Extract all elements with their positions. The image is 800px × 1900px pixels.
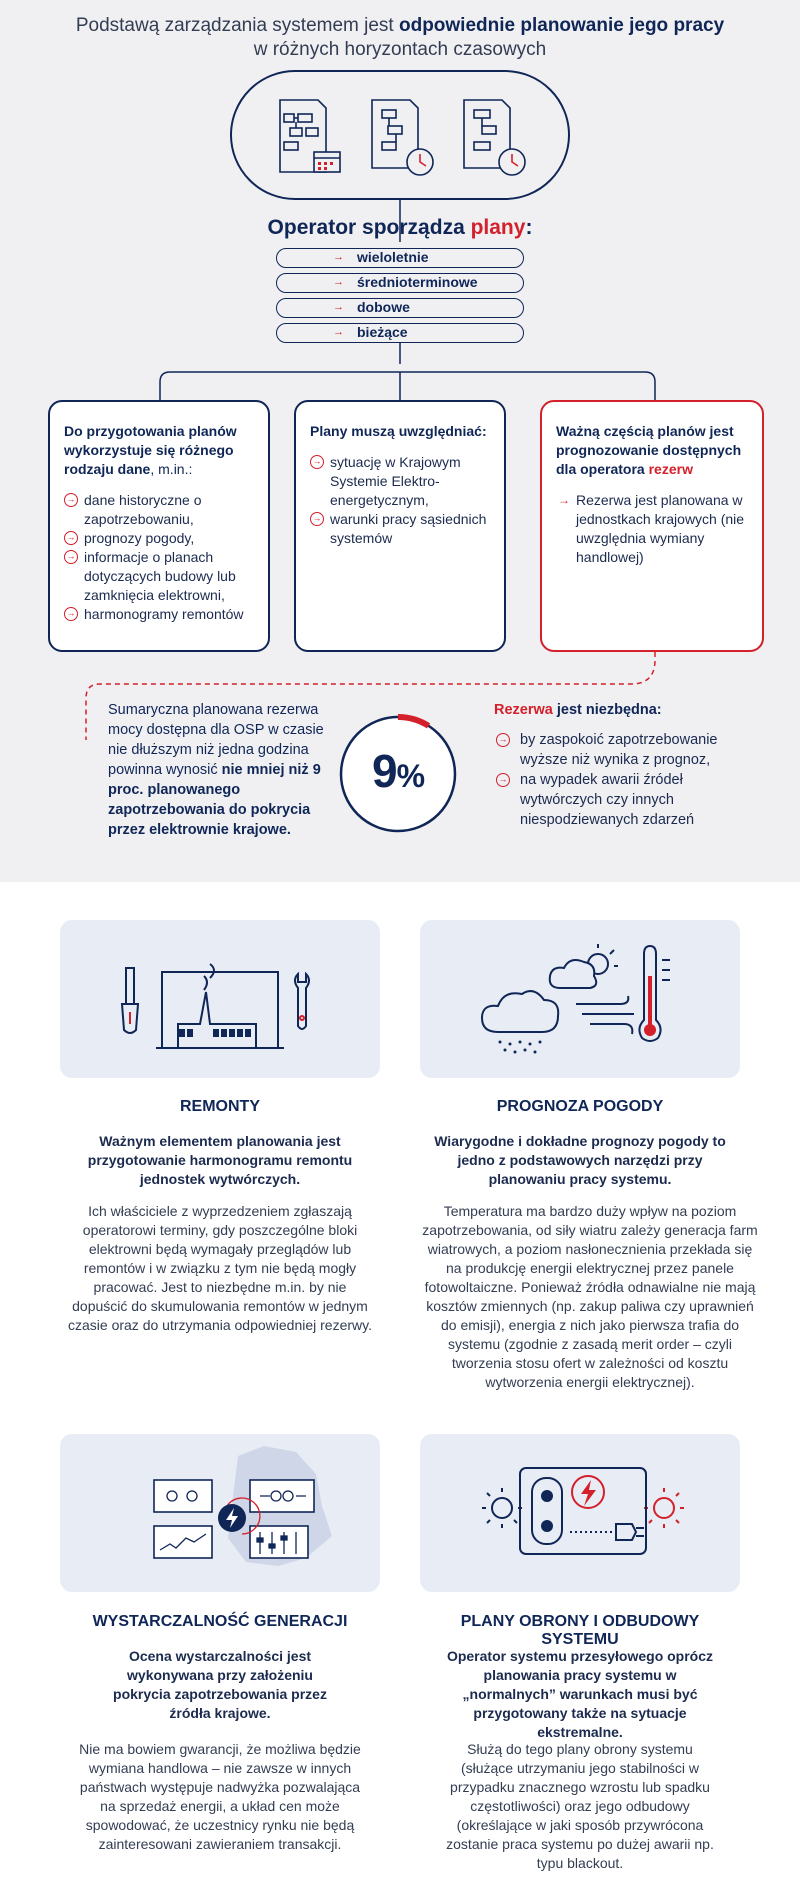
list-item: → Rezerwa jest planowana w jednostkach krajowych (nie uwzględnia wymiany handlowej)	[558, 492, 745, 565]
reserve-summary: Sumaryczna planowana rezerwa mocy dostępna dla OSP w czasie nie dłuższym niż jedna godzina powinna wynosić nie mniej niż 9 proc. planowanego zapotrzebowania do pokrycia przez elektrownie krajowe.	[108, 702, 324, 838]
card-lead: Wiarygodne i dokładne prognozy pogody to jedno z podstawowych narzędzi przy planowaniu pracy systemu.	[434, 1133, 726, 1187]
plan-item: → średnioterminowe	[276, 273, 524, 293]
defense-card-image	[420, 1434, 740, 1592]
list-item: → by zaspokoić zapotrzebowanie wyższe niż wynika z prognoz,	[494, 730, 764, 770]
arrow-circle-icon: →	[496, 773, 510, 787]
arrow-circle-icon: →	[64, 493, 78, 507]
document-clock-icon	[372, 100, 433, 175]
arrow-circle-icon: →	[310, 455, 324, 469]
arrow-circle-icon: →	[496, 733, 510, 747]
power-restore-icon	[420, 1434, 740, 1592]
weather-icon	[420, 920, 740, 1078]
card-body: Nie ma bowiem gwarancji, że możliwa będzie wymiana handlowa – nie zawsze w innych państwach występuje nadwyżka pozwalająca na sprzedaż energii, a układ cen może spowodować, że uczestnicy rynku nie będą zainteresowani zawieraniem transakcji.	[79, 1741, 361, 1852]
headline-strong: odpowiednie planowanie jego pracy	[398, 15, 725, 36]
card-lead: Ważnym elementem planowania jest przygotowanie harmonogramu remontu jednostek wytwórczych.	[87, 1133, 353, 1187]
card-lead: Ocena wystarczalności jest wykonywana przy założeniu pokrycia zapotrzebowania przez źródła krajowe.	[113, 1648, 327, 1721]
arrow-right-icon: →	[558, 493, 570, 507]
reserve-forecast-box	[540, 400, 764, 652]
box-heading: Plany muszą uwzględniać:	[310, 423, 487, 439]
arrow-right-icon: →	[333, 301, 344, 313]
plans-must-consider-box	[294, 400, 506, 652]
card-body: Służą do tego plany obrony systemu (służące utrzymaniu jego stabilności w przypadku znacznego wzrostu lub spadku częstotliwości) oraz jego odbudowy (określające w jaki sposób przywrócona zostanie praca systemu po dużej awarii np. typu blackout.	[446, 1741, 714, 1871]
planning-icons-pill	[230, 70, 570, 200]
list-item: → warunki pracy sąsiednich systemów	[310, 510, 490, 548]
reserve-title: Rezerwa jest niezbędna:	[494, 702, 662, 718]
document-calendar-icon	[280, 100, 340, 172]
list-item: → harmonogramy remontów	[64, 605, 254, 624]
plan-item: → wieloletnie	[276, 248, 524, 268]
card-title: WYSTARCZALNOŚĆ GENERACJI	[92, 1613, 348, 1630]
list-item: → na wypadek awarii źródeł wytwórczych czy innych niespodziewanych zdarzeń	[494, 770, 764, 830]
headline-prefix: Podstawą zarządzania systemem jest	[75, 15, 399, 36]
grid-map-icon	[60, 1434, 380, 1592]
reserve-needed	[494, 702, 764, 830]
document-clock-icon	[464, 100, 525, 175]
card-title: PLANY OBRONY I ODBUDOWY SYSTEMU	[460, 1613, 700, 1648]
card-lead: Operator systemu przesyłowego oprócz planowania pracy systemu w „normalnych” warunkach musi być przygotowany także na sytuacje ekstremalne.	[446, 1648, 714, 1740]
repair-card-image	[60, 920, 380, 1078]
adequacy-card-image	[60, 1434, 380, 1592]
box-heading: Ważną częścią planów jest prognozowanie dostępnych dla operatora rezerw	[556, 423, 742, 477]
arrow-circle-icon: →	[64, 531, 78, 545]
card-body: Temperatura ma bardzo duży wpływ na poziom zapotrzebowania, od siły wiatru zależy generacja farm wiatrowych, a poziom nasłonecznienia przekłada się na produkcję energii elektrycznej przez panele fotowoltaiczne. Ponieważ źródła odnawialne nie mają kosztów zmiennych (np. zakup paliwa czy uprawnień do emisji), energia z nich jako pierwsza trafia do systemu (zgodnie z zasadą merit order – czyli tworzenia stosu ofert w zależności od kosztu wytworzenia energii elektrycznej).	[422, 1203, 758, 1390]
plan-item: → dobowe	[276, 298, 524, 318]
list-item: → dane historyczne o zapotrzebowaniu,	[64, 491, 254, 529]
weather-card-image	[420, 920, 740, 1078]
arrow-circle-icon: →	[64, 607, 78, 621]
box-heading: Do przygotowania planów wykorzystuje się różnego rodzaju dane, m.in.:	[64, 423, 237, 477]
operator-heading: Operator sporządza plany:	[267, 216, 533, 239]
arrow-right-icon: →	[333, 326, 344, 338]
planning-section	[0, 0, 800, 882]
card-body: Ich właściciele z wyprzedzeniem zgłaszają operatorowi terminy, gdy poszczególne bloki elektrowni będą wymagały przeglądów lub remontów i w związku z tym nie będą mogły pracować. Jest to niezbędne m.in. by nie dopuścić do skumulowania remontów w jednym czasie oraz do utrzymania odpowiedniej rezerwy.	[68, 1203, 372, 1333]
card-title: REMONTY	[180, 1098, 260, 1115]
arrow-circle-icon: →	[64, 550, 78, 564]
repair-plant-icon	[60, 920, 380, 1078]
list-item: → prognozy pogody,	[64, 529, 254, 548]
data-sources-box	[48, 400, 270, 652]
plan-item: → bieżące	[276, 323, 524, 343]
card-title: PROGNOZA POGODY	[496, 1098, 664, 1115]
arrow-right-icon: →	[333, 276, 344, 288]
headline-line2: w różnych horyzontach czasowych	[253, 39, 547, 60]
arrow-right-icon: →	[333, 251, 344, 263]
list-item: → sytuację w Krajowym Systemie Elektro-energetycznym,	[310, 453, 490, 510]
arrow-circle-icon: →	[310, 512, 324, 526]
list-item: → informacje o planach dotyczących budowy lub zamknięcia elektrowni,	[64, 548, 254, 605]
gauge-value: 9%	[371, 745, 425, 797]
